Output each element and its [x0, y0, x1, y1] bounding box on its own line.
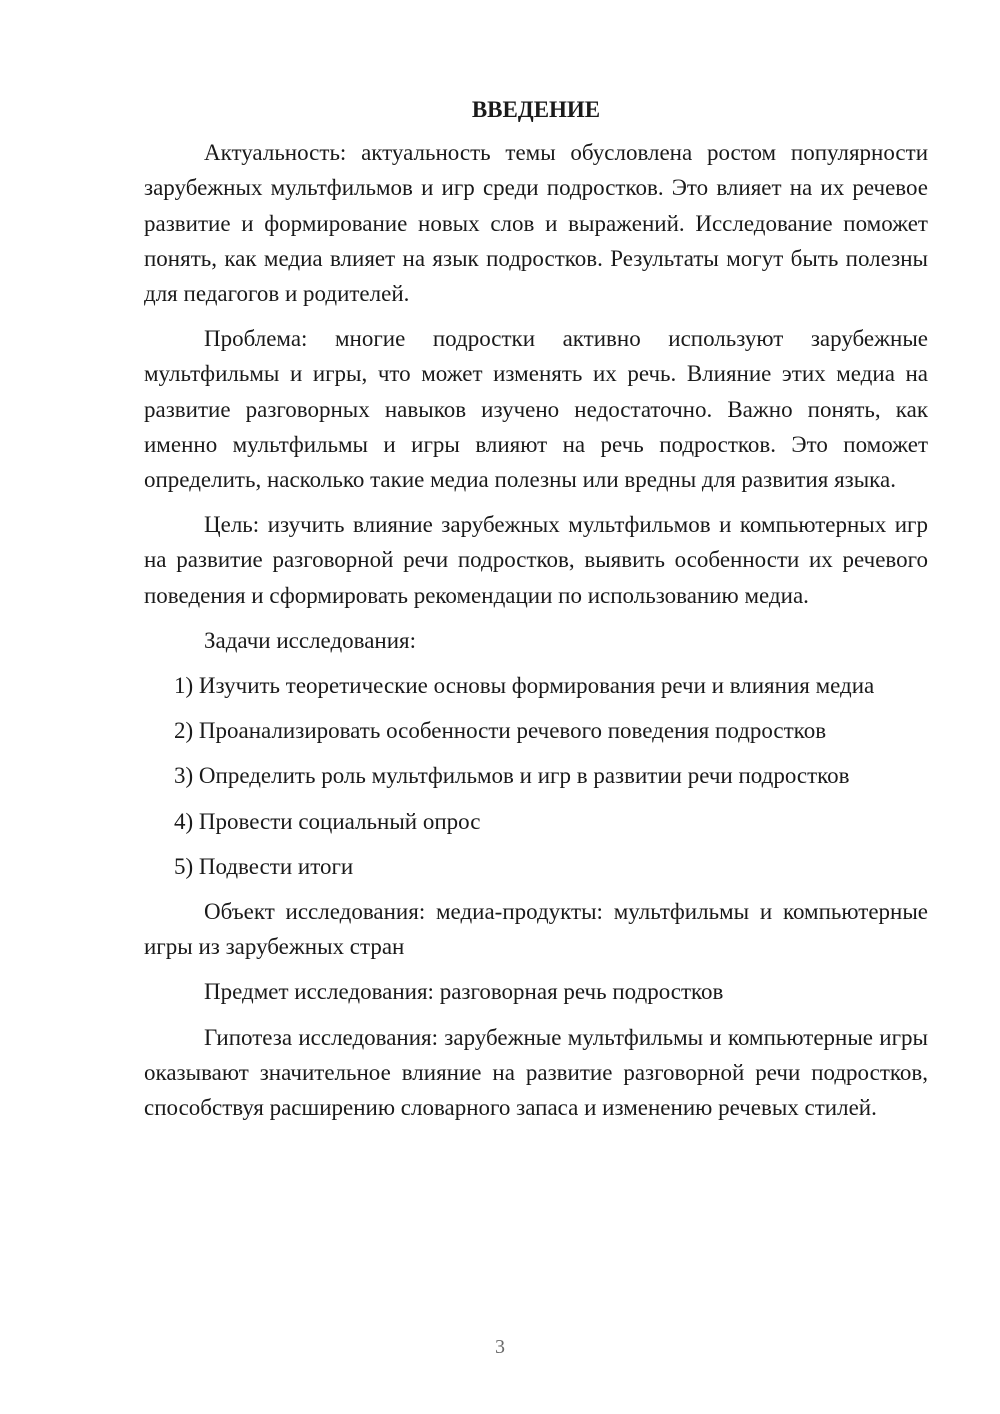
task-item-5: 5) Подвести итоги: [174, 853, 354, 879]
task-item-4: 4) Провести социальный опрос: [174, 808, 481, 834]
task-item-2: 2) Проанализировать особенности речевого поведения подростков: [174, 718, 827, 744]
subject-paragraph: Предмет исследования: разговорная речь подростков: [204, 979, 724, 1005]
hypothesis-paragraph: Гипотеза исследования: зарубежные мультфильмы и компьютерные игры оказывают значительное влияние на развитие разговорной речи подростков, способствуя расширению словарного запаса и изменению речевых стилей.: [144, 1024, 928, 1121]
problem-paragraph: Проблема: многие подростки активно используют зарубежные мультфильмы и игры, что может изменять их речь. Влияние этих медиа на развитие разговорных навыков изучено недостаточно. Важно понять, как именно мультфильмы и игры влияют на речь подростков. Это поможет определить, насколько такие медиа полезны или вредны для развития языка.: [144, 326, 928, 493]
page-number: 3: [495, 1336, 505, 1358]
tasks-heading: Задачи исследования:: [204, 627, 417, 653]
page-title: ВВЕДЕНИЕ: [471, 97, 601, 122]
task-item-3: 3) Определить роль мультфильмов и игр в развитии речи подростков: [174, 763, 850, 789]
task-item-1: 1) Изучить теоретические основы формирования речи и влияния медиа: [174, 673, 875, 699]
page-content: [144, 92, 928, 1125]
relevance-paragraph: Актуальность: актуальность темы обусловлена ростом популярности зарубежных мультфильмов и игр среди подростков. Это влияет на их речевое развитие и формирование новых слов и выражений. Исследование поможет понять, как медиа влияет на язык подростков. Результаты могут быть полезны для педагогов и родителей.: [144, 140, 928, 307]
object-paragraph: Объект исследования: медиа-продукты: мультфильмы и компьютерные игры из зарубежных стран: [144, 899, 928, 960]
goal-paragraph: Цель: изучить влияние зарубежных мультфильмов и компьютерных игр на развитие разговорной речи подростков, выявить особенности их речевого поведения и сформировать рекомендации по использованию медиа.: [144, 512, 928, 608]
